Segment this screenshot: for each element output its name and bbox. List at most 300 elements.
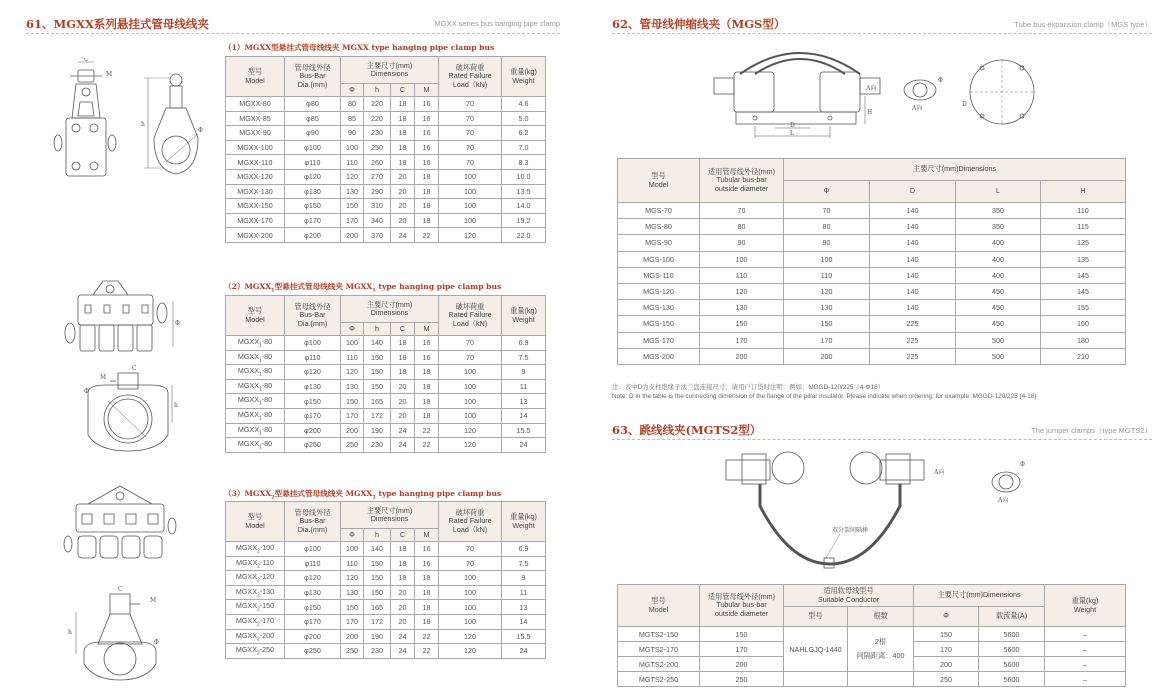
- table-cell: 110: [341, 556, 364, 571]
- table-cell: φ150: [285, 199, 341, 214]
- table-row: [618, 235, 1126, 251]
- cell-text: 1: [259, 357, 262, 364]
- table-cell: 140: [870, 267, 956, 283]
- section-62-subtitle: Tube bus expansion clamp（MGS type）: [1014, 20, 1152, 29]
- header-d: D: [870, 181, 956, 203]
- table-cell: 100: [700, 251, 784, 267]
- header-text: 重量(kg): [1071, 596, 1099, 606]
- table-cell: 80: [784, 219, 870, 235]
- table-cell: 20: [391, 199, 415, 214]
- cell-text: 2: [257, 548, 260, 555]
- cell-text: 1: [259, 371, 262, 378]
- table-cell: φ120: [285, 571, 341, 586]
- cell-model: [226, 350, 285, 365]
- cell-text: 1: [259, 386, 262, 393]
- table-cell: 19.2: [502, 213, 546, 228]
- table-cell: 14: [502, 614, 546, 629]
- table-cell: 140: [870, 219, 956, 235]
- table-row: [226, 169, 546, 184]
- header-text: Bus-Bar: [299, 71, 326, 81]
- table-cell: 11: [502, 585, 546, 600]
- table-cell: 24: [391, 644, 415, 659]
- table-cell: 170: [700, 642, 784, 657]
- cell-text: 1: [259, 415, 262, 422]
- header-text: Model: [245, 314, 265, 324]
- cell-text: MGXX: [237, 424, 259, 434]
- header-dimensions: [341, 502, 439, 529]
- table-cell: 200: [341, 228, 364, 243]
- table-row: [226, 126, 546, 141]
- header-bus-bar-dia: [285, 57, 341, 97]
- table-cell: 7.0: [502, 140, 546, 155]
- table-cell: 100: [784, 251, 870, 267]
- cell-text: 2: [257, 621, 260, 628]
- table-cell: 150: [700, 316, 784, 332]
- table-cell: 18: [391, 126, 415, 141]
- table-row: [226, 228, 546, 243]
- table-row: [618, 672, 1126, 687]
- table-cell: 260: [364, 155, 391, 170]
- mgxx2-drawing: [58, 484, 183, 684]
- header-model: [226, 502, 285, 542]
- fig4-label-h: H: [867, 109, 873, 116]
- table-cell: 310: [364, 199, 391, 214]
- table-cell: 120: [341, 169, 364, 184]
- table-cell: 18: [391, 140, 415, 155]
- fig3-label-c: C: [118, 586, 123, 593]
- table-cell: 160: [1041, 316, 1126, 332]
- header-failure-load: [439, 296, 502, 336]
- cell-model: [226, 542, 285, 557]
- header-dimensions: 主要尺寸(mm)Dimensions: [914, 585, 1045, 607]
- cell-model: MGXX-100: [226, 140, 285, 155]
- header-text: Suitable Conductor: [817, 594, 880, 604]
- table-cell: 145: [1041, 267, 1126, 283]
- table-cell: 85: [341, 111, 364, 126]
- cell-text: 1: [259, 400, 262, 407]
- table-row: [618, 332, 1126, 348]
- table-cell: 110: [341, 350, 364, 365]
- fig4-label-phi: Φ: [938, 77, 943, 84]
- header-text: 破坏荷重: [455, 63, 485, 73]
- table-cell: –: [1045, 642, 1126, 657]
- table-cell: 6.9: [502, 542, 546, 557]
- mgxx2-table: [225, 501, 546, 659]
- table-cell: 18: [415, 184, 439, 199]
- table-cell: 5600: [979, 672, 1045, 687]
- header-text: 适用管母线外径(mm): [707, 167, 776, 177]
- cell-model: MGS-70: [618, 203, 700, 219]
- cell-text: MGXX: [235, 630, 257, 640]
- table-row: [226, 155, 546, 170]
- table-cell: 230: [364, 126, 391, 141]
- mgts-drawing: [720, 446, 1040, 571]
- table-cell: 150: [700, 627, 784, 642]
- table-cell: 225: [870, 332, 956, 348]
- table-cell: 145: [1041, 283, 1126, 299]
- cell-text: MGXX: [235, 572, 257, 582]
- cell-text: -130: [259, 586, 275, 596]
- header-c: C: [391, 84, 415, 97]
- cell-text: MGXX: [237, 351, 259, 361]
- header-model: [618, 585, 700, 627]
- cell-text: MGXX: [237, 366, 259, 376]
- table-cell: 16: [415, 556, 439, 571]
- table-cell: 200: [341, 423, 364, 438]
- header-weight: [502, 57, 546, 97]
- header-text: Model: [648, 604, 669, 614]
- table-row: [226, 184, 546, 199]
- cell-model: MGXX-200: [226, 228, 285, 243]
- table-row: [618, 348, 1126, 364]
- table-cell: 100: [341, 140, 364, 155]
- header-model: [226, 57, 285, 97]
- table-cell: 20: [391, 213, 415, 228]
- header-text: 主要尺寸(mm): [366, 505, 413, 515]
- table-cell: φ250: [285, 438, 341, 453]
- mgs-note-en: Note: D in the table is the connecting dimension of the flange of the pillar insulator. Please indicate when ordering: for example: MGGD-120/225 (4-18): [612, 393, 1037, 400]
- header-phi: Φ: [341, 323, 364, 336]
- table2-title: [224, 281, 501, 294]
- table-cell: 18: [415, 365, 439, 380]
- table-cell: 140: [870, 283, 956, 299]
- header-text: Rated Failure: [448, 310, 492, 320]
- table-cell: 100: [439, 394, 502, 409]
- conductor-count: 2根: [874, 637, 887, 646]
- header-text: Weight: [1073, 604, 1097, 614]
- header-text: 适用软母线型号: [823, 586, 874, 596]
- table-cell: 140: [870, 203, 956, 219]
- cell-text: -80: [261, 366, 273, 376]
- table-cell: –: [1045, 627, 1126, 642]
- table-cell: 20: [391, 408, 415, 423]
- table-cell: 230: [364, 644, 391, 659]
- table-cell: 100: [439, 614, 502, 629]
- table-cell: 250: [341, 644, 364, 659]
- table-cell: 70: [439, 556, 502, 571]
- fig3-label-m: M: [150, 597, 157, 604]
- table-cell: 190: [364, 629, 391, 644]
- table-cell: φ80: [285, 97, 341, 112]
- header-text: Tubular bus-bar: [716, 175, 767, 185]
- header-h: h: [364, 84, 391, 97]
- cell-text: -80: [261, 395, 273, 405]
- table-cell: φ130: [285, 379, 341, 394]
- table-cell: 130: [341, 184, 364, 199]
- table-cell: 11: [502, 379, 546, 394]
- cell-model: MGS-90: [618, 235, 700, 251]
- table-cell: 100: [439, 600, 502, 615]
- cell-model: MGTS2-250: [618, 672, 700, 687]
- mgts-table: [617, 584, 1126, 687]
- cell-text: 1: [259, 430, 262, 437]
- cell-text: 2: [257, 636, 260, 643]
- cell-conductor-count: [848, 627, 914, 672]
- cell-text: MGXX: [237, 410, 259, 420]
- table-cell: φ90: [285, 126, 341, 141]
- table2-title-part: （2）MGXX: [224, 282, 272, 291]
- cell-model: [226, 571, 285, 586]
- table-row: [226, 644, 546, 659]
- cell-text: 2: [257, 592, 260, 599]
- table-cell: 120: [439, 423, 502, 438]
- header-text: Dia.(mm): [297, 318, 328, 328]
- table-cell: 22: [415, 629, 439, 644]
- table-cell: –: [1045, 657, 1126, 672]
- table-cell: 18: [415, 571, 439, 586]
- cell-model: [226, 556, 285, 571]
- cell-text: MGXX: [235, 543, 257, 553]
- header-text: 重量(kg): [510, 306, 537, 316]
- table-cell: 70: [439, 126, 502, 141]
- table-cell: 16: [415, 111, 439, 126]
- table-cell: φ120: [285, 365, 341, 380]
- cell-text: -100: [259, 543, 275, 553]
- cell-model: MGS-80: [618, 219, 700, 235]
- table-cell: 18: [415, 614, 439, 629]
- table-cell: 7.5: [502, 350, 546, 365]
- fig1-label-c: C: [84, 58, 89, 63]
- table-row: [226, 408, 546, 423]
- table3-title-part: type hanging pipe clamp bus: [375, 489, 502, 498]
- cell-text: -150: [259, 601, 275, 611]
- table-cell: 125: [1041, 235, 1126, 251]
- header-conductor-type: 型号: [784, 607, 848, 627]
- table-cell: 24: [391, 629, 415, 644]
- cell-model: [226, 438, 285, 453]
- table-cell: 9: [502, 365, 546, 380]
- table-cell: 16: [415, 350, 439, 365]
- table-cell: [848, 672, 914, 687]
- table-cell: 13: [502, 600, 546, 615]
- header-bus-bar-dia: [700, 585, 784, 627]
- cell-text: MGXX: [237, 439, 259, 449]
- table-cell: 110: [341, 155, 364, 170]
- table-cell: φ170: [285, 213, 341, 228]
- table-cell: 18: [415, 199, 439, 214]
- table-cell: 18: [415, 379, 439, 394]
- table-cell: φ170: [285, 408, 341, 423]
- table-cell: 100: [439, 571, 502, 586]
- table-cell: 150: [364, 350, 391, 365]
- table-cell: 70: [439, 155, 502, 170]
- header-text: 型号: [247, 512, 263, 522]
- table-cell: 150: [784, 316, 870, 332]
- section-61-title: 61、MGXX系列悬挂式管母线线夹: [26, 17, 209, 31]
- table-cell: 100: [439, 169, 502, 184]
- table-cell: 225: [870, 348, 956, 364]
- table-row: [226, 336, 546, 351]
- table-cell: 15.5: [502, 629, 546, 644]
- table-row: [226, 423, 546, 438]
- fig4-label-a-view: A向: [912, 105, 923, 112]
- table-row: [618, 219, 1126, 235]
- fig4-label-d: D: [790, 122, 795, 129]
- table-cell: 190: [364, 423, 391, 438]
- header-text: 管母线外径: [294, 63, 331, 73]
- table-cell: 172: [364, 614, 391, 629]
- header-m: M: [415, 529, 439, 542]
- header-conductor-count: 根数: [848, 607, 914, 627]
- cell-conductor-type: NAHLGJQ-1440: [784, 627, 848, 672]
- table-cell: φ85: [285, 111, 341, 126]
- table-row: [226, 365, 546, 380]
- table-cell: 20: [391, 600, 415, 615]
- table-cell: 16: [415, 97, 439, 112]
- header-text: Weight: [512, 520, 535, 530]
- table-cell: 150: [341, 199, 364, 214]
- table-cell: 100: [341, 542, 364, 557]
- table-cell: 100: [439, 408, 502, 423]
- table-row: [226, 97, 546, 112]
- table-cell: 340: [364, 213, 391, 228]
- cell-model: MGS-100: [618, 251, 700, 267]
- header-text: Load（kN): [452, 524, 488, 534]
- table-cell: 250: [914, 672, 979, 687]
- cell-text: MGXX: [237, 395, 259, 405]
- cell-text: MGXX: [237, 337, 259, 347]
- cell-text: -110: [260, 557, 274, 567]
- table-cell: 24: [502, 644, 546, 659]
- table-cell: 100: [439, 213, 502, 228]
- header-current: 载流量(A): [979, 607, 1045, 627]
- table-cell: φ200: [285, 629, 341, 644]
- table-cell: 500: [956, 348, 1041, 364]
- header-text: Load（kN): [452, 318, 488, 328]
- header-text: Dimensions: [370, 514, 409, 523]
- table-cell: 24: [502, 438, 546, 453]
- table-cell: 14.0: [502, 199, 546, 214]
- table-cell: 90: [700, 235, 784, 251]
- table-cell: 18: [391, 556, 415, 571]
- header-text: 型号: [247, 306, 263, 316]
- table-cell: 90: [341, 126, 364, 141]
- table3-title-part: （3）MGXX: [224, 489, 272, 498]
- cell-text: 2: [257, 650, 260, 657]
- cell-text: MGXX: [237, 380, 259, 390]
- table-cell: 170: [700, 332, 784, 348]
- cell-model: [226, 408, 285, 423]
- table-cell: 500: [956, 332, 1041, 348]
- table-cell: 350: [956, 203, 1041, 219]
- table2-title-sub: 1: [271, 287, 275, 294]
- table-cell: 70: [700, 203, 784, 219]
- cell-model: [226, 600, 285, 615]
- table3-title: [224, 488, 501, 501]
- table-row: [618, 283, 1126, 299]
- table-row: [226, 571, 546, 586]
- header-h: h: [364, 529, 391, 542]
- header-text: 重量(kg): [510, 512, 537, 522]
- table-cell: 80: [341, 97, 364, 112]
- table-cell: 400: [956, 267, 1041, 283]
- table-cell: 13.5: [502, 184, 546, 199]
- fig4-label-l: L: [790, 130, 794, 137]
- header-bus-bar-dia: [285, 296, 341, 336]
- table-cell: 100: [439, 365, 502, 380]
- table2-title-part: type hanging pipe clamp bus: [375, 282, 502, 291]
- table3-title-part: 型悬挂式管母线线夹 MGXX: [274, 489, 373, 498]
- table-cell: 200: [914, 657, 979, 672]
- table-cell: φ110: [285, 556, 341, 571]
- table-cell: 70: [439, 350, 502, 365]
- table-cell: 130: [784, 300, 870, 316]
- table-cell: φ200: [285, 423, 341, 438]
- table-cell: 150: [364, 585, 391, 600]
- mgxx1-table: [225, 295, 546, 453]
- table-cell: 5600: [979, 642, 1045, 657]
- fig2-label-phi: Φ: [175, 320, 180, 327]
- table-cell: 6.2: [502, 126, 546, 141]
- table-cell: 270: [364, 169, 391, 184]
- section-62-header: [612, 14, 1152, 34]
- cell-model: [226, 379, 285, 394]
- table-cell: 90: [784, 235, 870, 251]
- cell-text: -80: [261, 337, 273, 347]
- table-cell: 100: [439, 184, 502, 199]
- table-cell: 6.9: [502, 336, 546, 351]
- table-cell: 16: [415, 542, 439, 557]
- table-cell: 18: [391, 155, 415, 170]
- header-conductor: [784, 585, 914, 607]
- fig4-label-d-flange: D: [962, 101, 967, 108]
- cell-model: [226, 336, 285, 351]
- header-failure-load: [439, 57, 502, 97]
- table-cell: 80: [700, 219, 784, 235]
- table-row: [618, 316, 1126, 332]
- table-cell: φ110: [285, 155, 341, 170]
- table-cell: 8.3: [502, 155, 546, 170]
- table-cell: 350: [956, 219, 1041, 235]
- table-cell: 172: [364, 408, 391, 423]
- table-cell: 130: [700, 300, 784, 316]
- header-phi: Φ: [784, 181, 870, 203]
- table-cell: [784, 672, 848, 687]
- table-cell: 5600: [979, 657, 1045, 672]
- table-cell: 120: [784, 283, 870, 299]
- header-model: [618, 159, 700, 203]
- cell-text: -80: [261, 410, 273, 420]
- table-cell: φ130: [285, 184, 341, 199]
- table-cell: 70: [439, 542, 502, 557]
- cell-model: MGXX-85: [226, 111, 285, 126]
- section-63-title: 63、跳线线夹(MGTS2型）: [612, 423, 762, 437]
- table-cell: 18: [415, 213, 439, 228]
- header-text: outside diameter: [714, 183, 769, 193]
- table-row: [618, 251, 1126, 267]
- cell-text: -80: [261, 439, 273, 449]
- table-cell: 18: [391, 111, 415, 126]
- mgxx-table: [225, 56, 546, 243]
- table-cell: 18: [415, 394, 439, 409]
- cell-text: -250: [259, 645, 275, 655]
- table-cell: 150: [364, 379, 391, 394]
- table-cell: 20: [391, 379, 415, 394]
- table-cell: 70: [439, 111, 502, 126]
- header-text: 适用管母线外径(mm): [707, 592, 776, 602]
- header-text: Model: [648, 179, 669, 189]
- table-row: [226, 542, 546, 557]
- fig5-label-a-view: A向: [998, 497, 1009, 504]
- fig3-label-h: h: [68, 629, 72, 636]
- table-cell: 250: [341, 438, 364, 453]
- table-cell: 22: [415, 423, 439, 438]
- cell-text: MGXX: [235, 645, 257, 655]
- fig2-label-m: M: [100, 374, 107, 381]
- conductor-spacing: 间隔距离：400: [856, 651, 905, 660]
- fig5-label-phi: Φ: [1020, 461, 1025, 468]
- cell-model: [226, 644, 285, 659]
